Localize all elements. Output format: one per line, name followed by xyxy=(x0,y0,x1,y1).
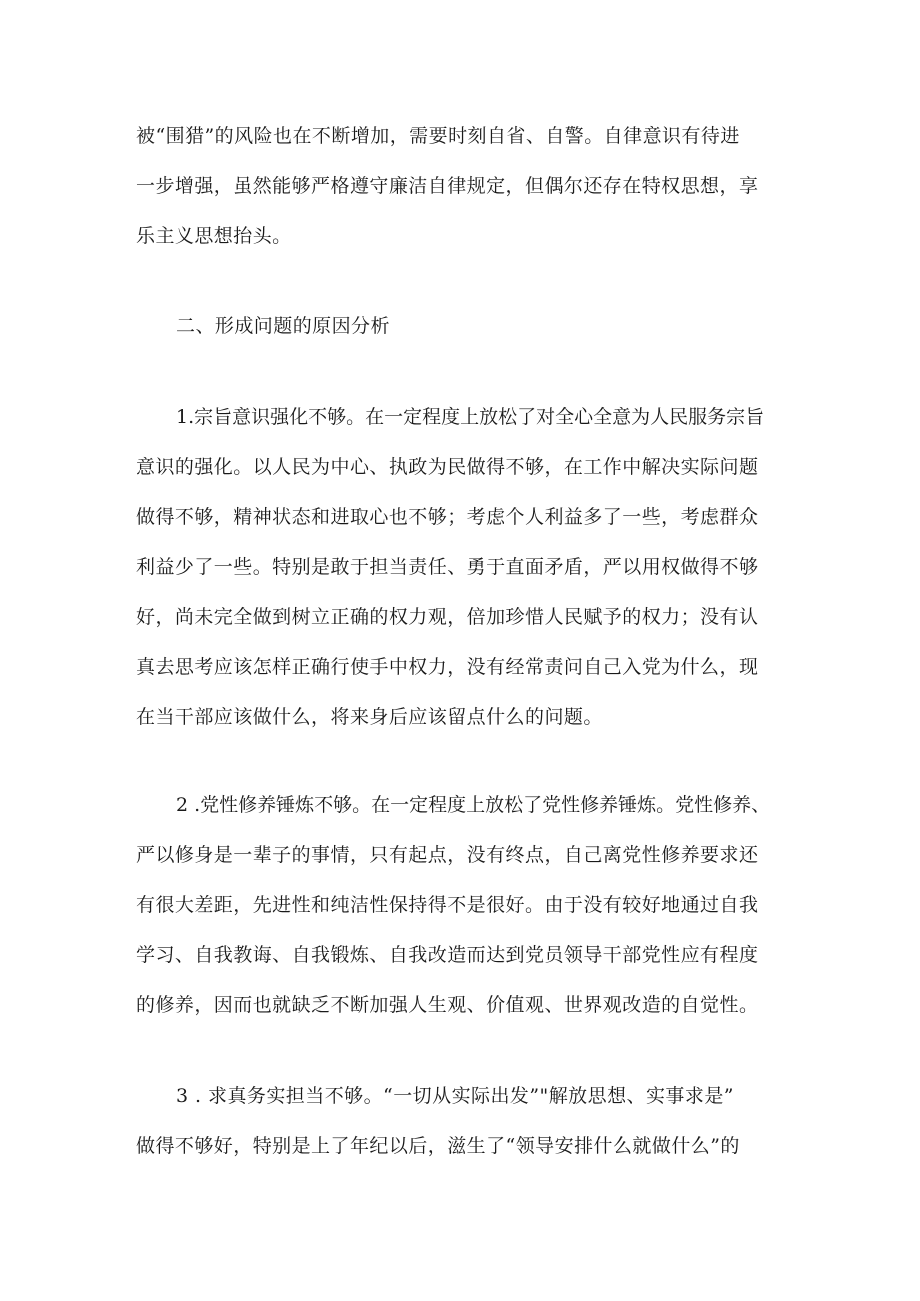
paragraph-1-line-4: 利益少了一些。特别是敢于担当责任、勇于直面矛盾，严以用权做得不够 xyxy=(136,556,759,578)
paragraph-0-line-1: 被“围猎”的风险也在不断增加，需要时刻自省、自警。自律意识有待进 xyxy=(136,125,740,147)
paragraph-1-line-6: 真去思考应该怎样正确行使手中权力，没有经常责问自己入党为什么，现 xyxy=(136,656,759,678)
section-heading: 二、形成问题的原因分析 xyxy=(176,315,390,337)
paragraph-2-line-2: 严以修身是一辈子的事情，只有起点，没有终点，自己离党性修养要求还 xyxy=(136,844,759,866)
paragraph-3-line-1: 3 . 求真务实担当不够。“一切从实际出发”"解放思想、实事求是” xyxy=(176,1085,734,1107)
paragraph-2-line-4: 学习、自我教诲、自我锻炼、自我改造而达到党员领导干部党性应有程度 xyxy=(136,944,759,966)
paragraph-1-line-5: 好，尚未完全做到树立正确的权力观，倍加珍惜人民赋予的权力；没有认 xyxy=(136,606,759,628)
paragraph-2-line-3: 有很大差距，先进性和纯洁性保持得不是很好。由于没有较好地通过自我 xyxy=(136,894,759,916)
paragraph-1-line-7: 在当干部应该做什么，将来身后应该留点什么的问题。 xyxy=(136,706,603,728)
paragraph-0-line-2: 一步增强，虽然能够严格遵守廉洁自律规定，但偶尔还存在特权思想，享 xyxy=(136,175,759,197)
paragraph-2-line-5: 的修养，因而也就缺乏不断加强人生观、价值观、世界观改造的自觉性。 xyxy=(136,994,759,1016)
paragraph-0-line-3: 乐主义思想抬头。 xyxy=(136,225,292,247)
paragraph-1-line-1: 1.宗旨意识强化不够。在一定程度上放松了对全心全意为人民服务宗旨 xyxy=(176,406,765,428)
paragraph-2-line-1: 2 .党性修养锤炼不够。在一定程度上放松了党性修养锤炼。党性修养、 xyxy=(176,794,771,816)
paragraph-3-line-2: 做得不够好，特别是上了年纪以后，滋生了“领导安排什么就做什么”的 xyxy=(136,1135,740,1157)
paragraph-1-line-3: 做得不够，精神状态和进取心也不够；考虑个人利益多了一些，考虑群众 xyxy=(136,506,759,528)
paragraph-1-line-2: 意识的强化。以人民为中心、执政为民做得不够，在工作中解决实际问题 xyxy=(136,456,759,478)
